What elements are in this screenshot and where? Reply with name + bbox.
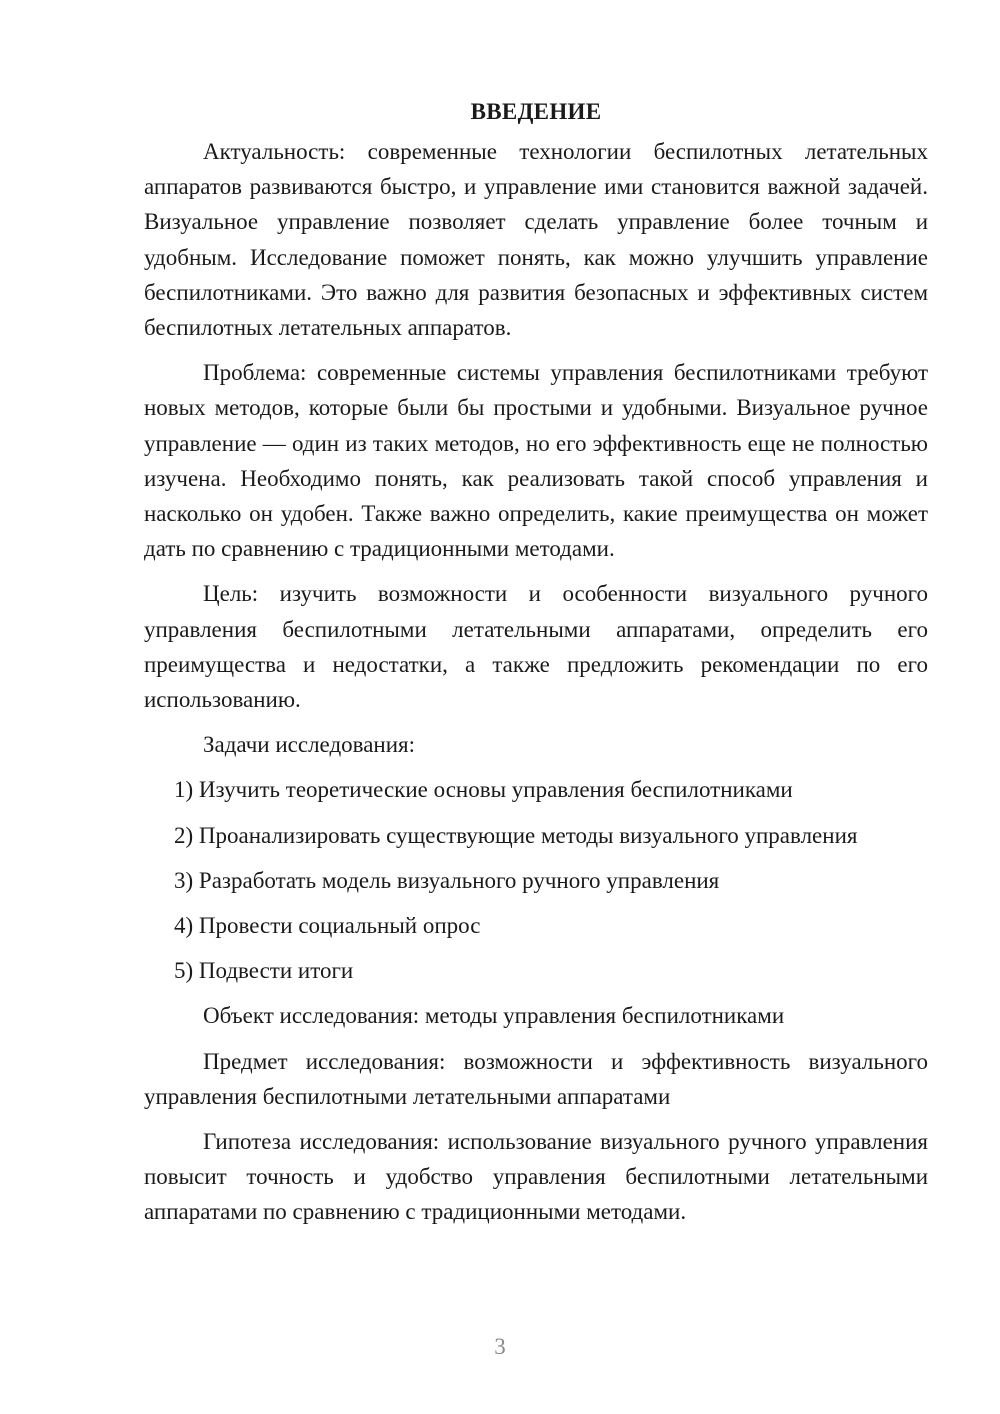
tasks-heading: Задачи исследования: <box>203 732 416 758</box>
relevance-paragraph: Актуальность: современные технологии беспилотных летательных аппаратов развиваются быстро, и управление ими становится важной задачей. Визуальное управление позволяет сделать управление более точным и удобным. Исследование поможет понять, как можно улучшить управление беспилотниками. Это важно для развития безопасных и эффективных систем беспилотных летательных аппаратов. <box>144 139 928 341</box>
task-item-5: 5) Подвести итоги <box>174 958 354 984</box>
problem-paragraph: Проблема: современные системы управления беспилотниками требуют новых методов, которые были бы простыми и удобными. Визуальное ручное управление — один из таких методов, но его эффективность еще не полностью изучена. Необходимо понять, как реализовать такой способ управления и насколько он удобен. Также важно определить, какие преимущества он может дать по сравнению с традиционными методами. <box>144 360 928 562</box>
page-number: 3 <box>494 1334 506 1359</box>
goal-paragraph: Цель: изучить возможности и особенности визуального ручного управления беспилотными летательными аппаратами, определить его преимущества и недостатки, а также предложить рекомендации по его использованию. <box>144 581 928 713</box>
task-item-4: 4) Провести социальный опрос <box>174 913 481 939</box>
document-page <box>144 94 928 1240</box>
task-item-2: 2) Проанализировать существующие методы визуального управления <box>174 822 858 848</box>
object-paragraph: Объект исследования: методы управления беспилотниками <box>203 1003 785 1029</box>
subject-paragraph: Предмет исследования: возможности и эффективность визуального управления беспилотными летательными аппаратами <box>144 1048 928 1109</box>
task-item-3: 3) Разработать модель визуального ручного управления <box>174 867 720 893</box>
task-item-1: 1) Изучить теоретические основы управления беспилотниками <box>174 777 793 803</box>
tasks-list <box>144 772 928 988</box>
hypothesis-paragraph: Гипотеза исследования: использование визуального ручного управления повысит точность и удобство управления беспилотными летательными аппаратами по сравнению с традиционными методами. <box>144 1129 928 1225</box>
section-title: ВВЕДЕНИЕ <box>470 99 602 124</box>
